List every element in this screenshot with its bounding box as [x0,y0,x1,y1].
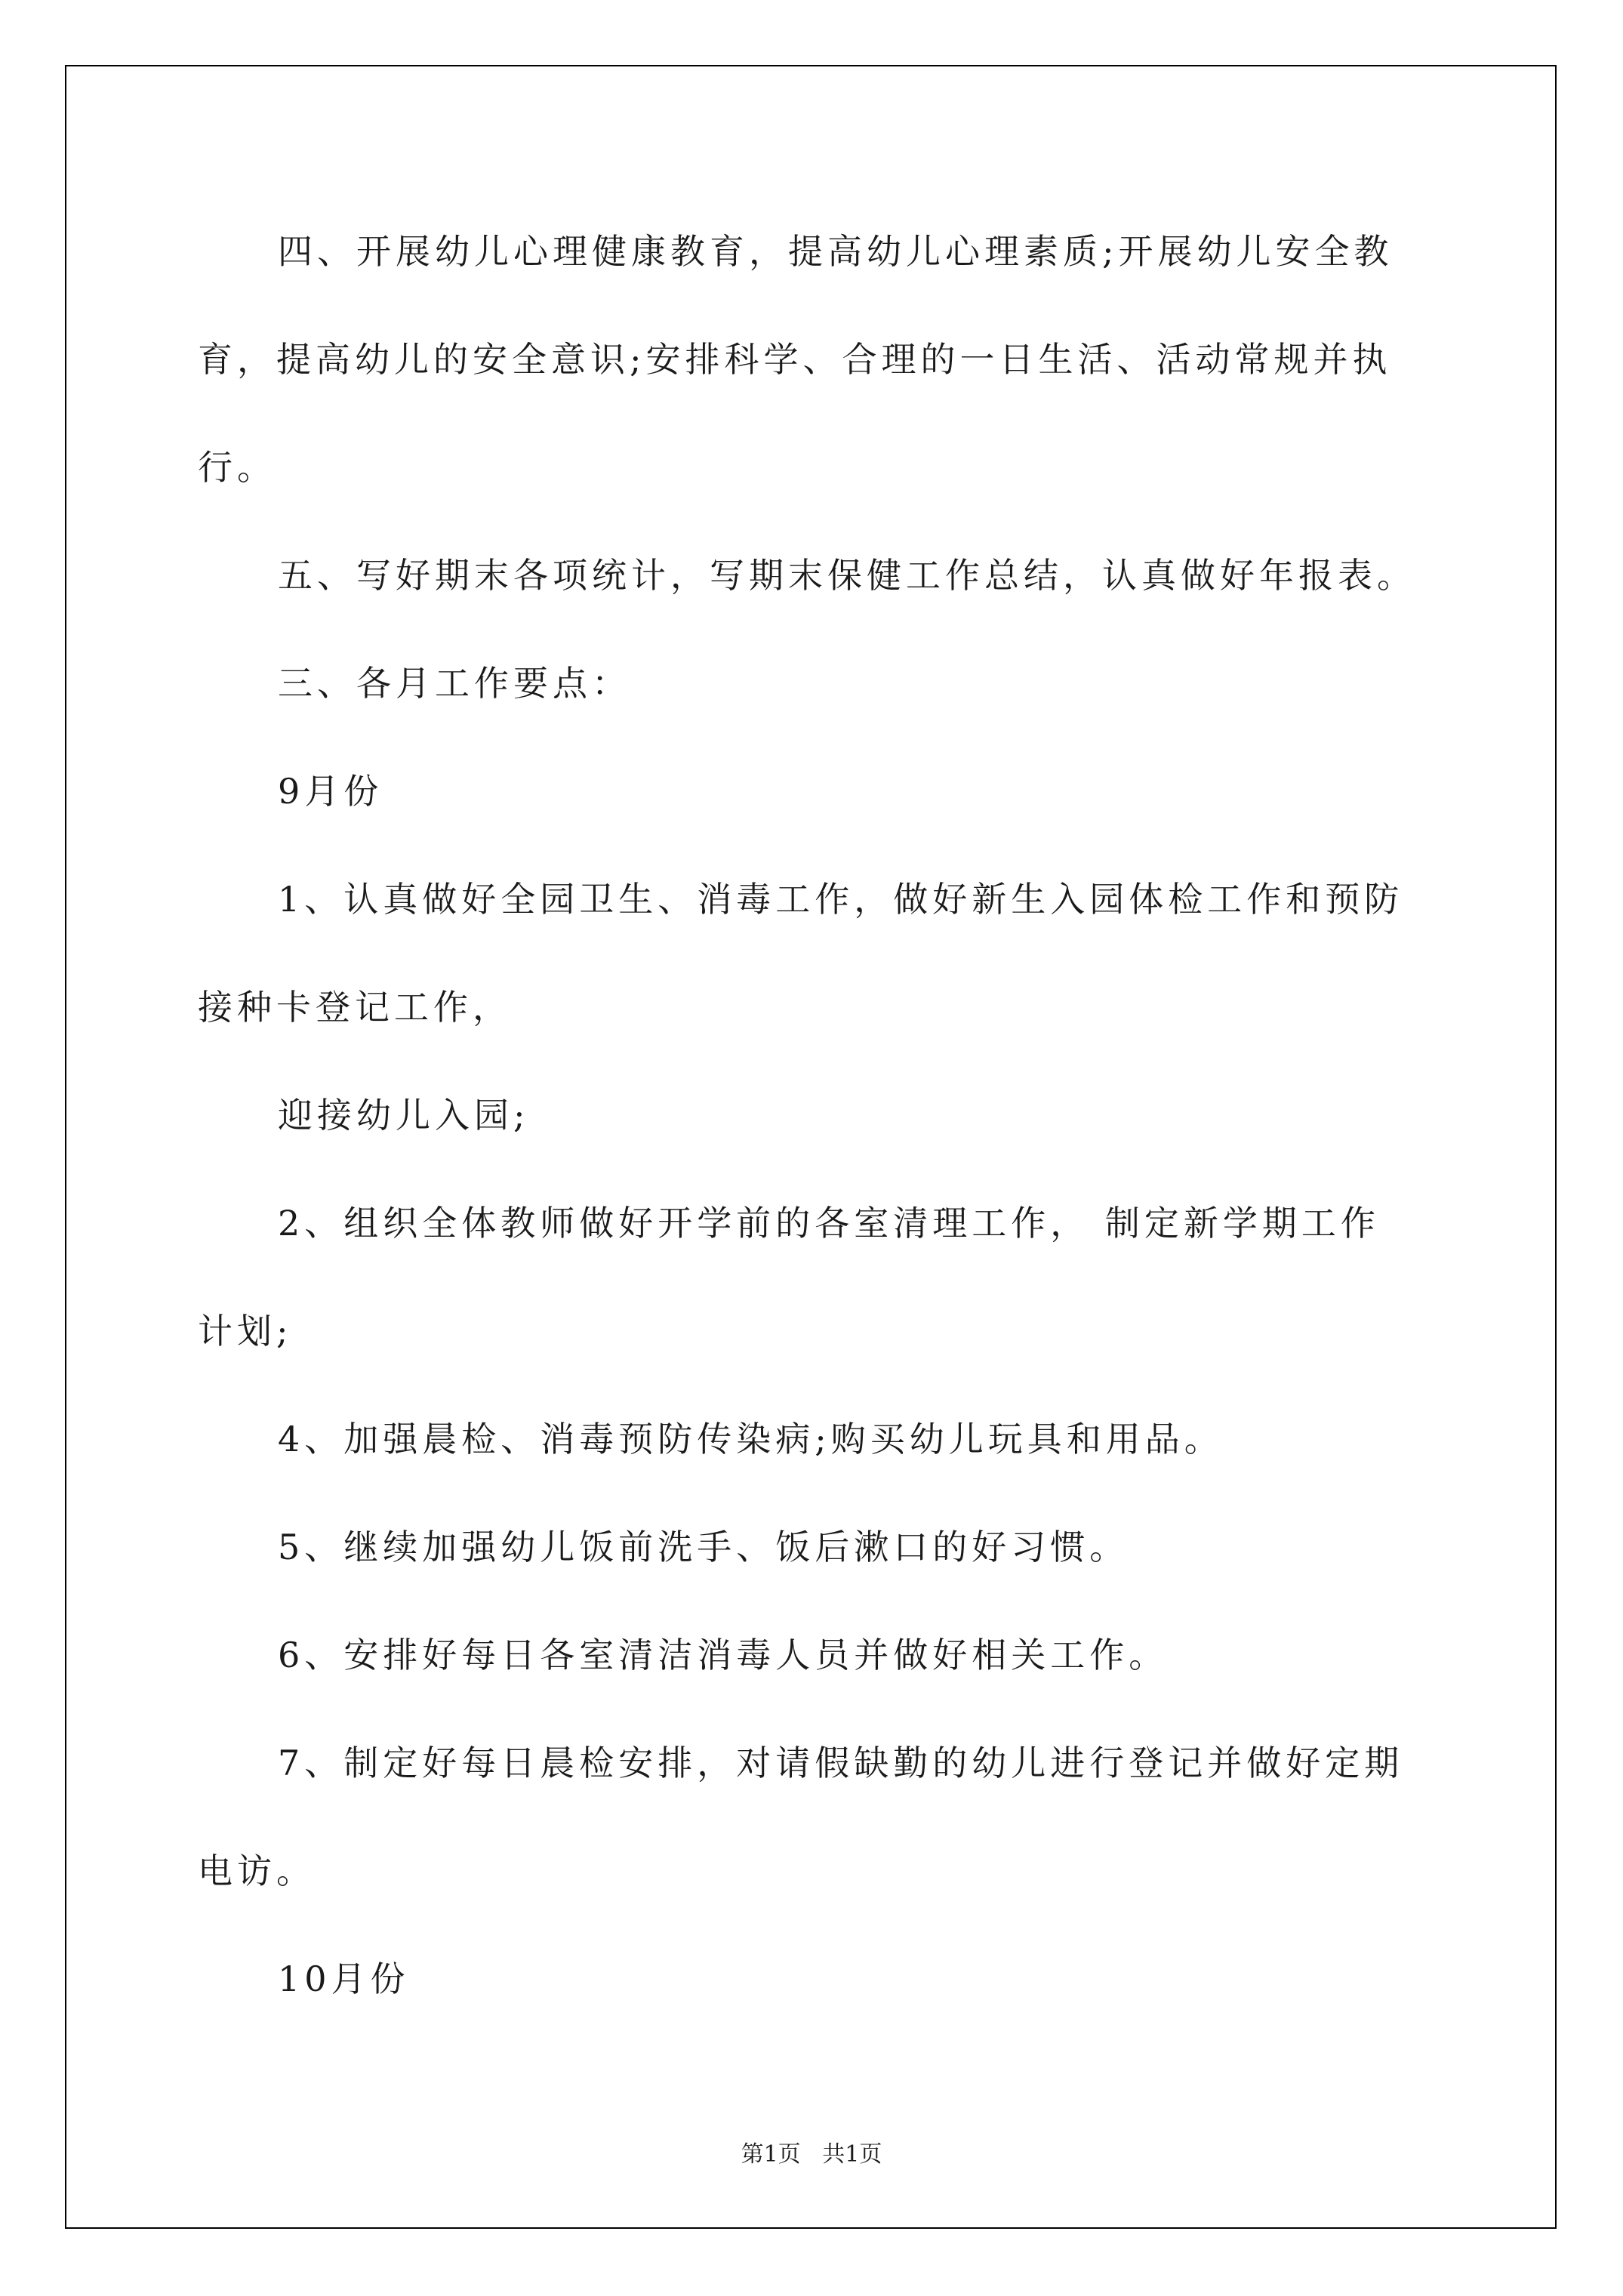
paragraph-line: 迎接幼儿入园; [278,1095,530,1136]
paragraph-line: 5、继续加强幼儿饭前洗手、饭后漱口的好习惯。 [278,1527,1129,1567]
paragraph-line: 接种卡登记工作， [198,987,512,1028]
paragraph-line: 4、加强晨检、消毒预防传染病;购买幼儿玩具和用品。 [278,1419,1224,1459]
paragraph-line: 四、开展幼儿心理健康教育，提高幼儿心理素质;开展幼儿安全教 [278,231,1394,272]
page-footer: 第1页 共1页 [741,2141,882,2168]
paragraph-line: 育，提高幼儿的安全意识;安排科学、合理的一日生活、活动常规并执 [198,339,1392,380]
paragraph-line: 计划; [198,1311,293,1351]
paragraph-line: 2、组织全体教师做好开学前的各室清理工作， 制定新学期工作 [278,1203,1380,1244]
page-border [65,65,1557,2229]
paragraph-line: 1、认真做好全园卫生、消毒工作，做好新生入园体检工作和预防 [278,879,1404,920]
month-heading: 10月份 [278,1959,410,1999]
paragraph-line: 行。 [198,447,276,488]
section-heading: 三、各月工作要点： [278,663,631,704]
paragraph-line: 7、制定好每日晨检安排，对请假缺勤的幼儿进行登记并做好定期 [278,1743,1404,1783]
paragraph-line: 电访。 [198,1851,316,1891]
month-heading: 9月份 [278,771,383,812]
paragraph-line: 五、写好期末各项统计，写期末保健工作总结，认真做好年报表。 [278,555,1416,596]
paragraph-line: 6、安排好每日各室清洁消毒人员并做好相关工作。 [278,1635,1169,1675]
